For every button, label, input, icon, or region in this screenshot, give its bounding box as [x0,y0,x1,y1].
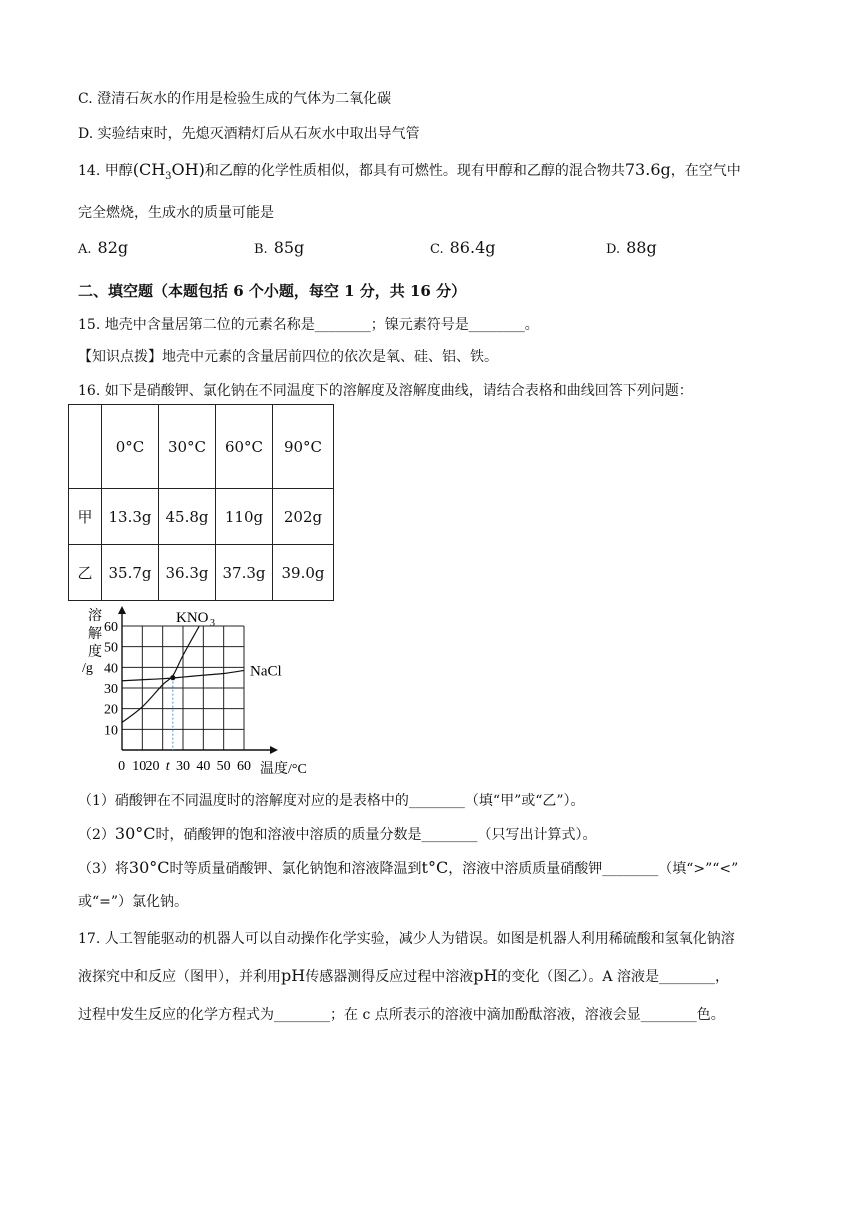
y-tick-label: 30 [104,682,118,697]
y-tick-label: 40 [104,661,118,677]
table-cell: 乙 [69,545,102,601]
table-cell: 39.0g [273,545,334,601]
table-row [69,489,334,545]
x-axis-label: 温度/°C [260,762,307,777]
q14-mid: 和乙醇的化学性质相似，都具有可燃性。现有甲醇和乙醇的混合物共 [204,163,625,179]
table-cell: 35.7g [102,545,159,601]
q17-line1: 17. 人工智能驱动的机器人可以自动操作化学实验，减少人为错误。如图是机器人利用稀硫酸和氢氧化钠溶 [78,931,735,947]
q16-intro: 16. 如下是硝酸钾、氯化钠在不同温度下的溶解度及溶解度曲线，请结合表格和曲线回答下列问题： [78,383,693,399]
x-tick-label: 40 [196,759,211,774]
y-axis-arrow [118,606,126,614]
y-tick-label: 20 [104,702,118,718]
x-tick-label: 60 [237,759,251,774]
q16-sub3-cont: 或“=”）氯化钠。 [78,894,189,910]
q14-option-d: D. 88g [606,238,657,257]
series-label-nacl: NaCl [250,663,282,680]
q17-line3: 过程中发生反应的化学方程式为________；在 c 点所表示的溶液中滴加酚酞溶液，溶液会显________色。 [78,1007,725,1023]
table-cell: 甲 [69,489,102,545]
q14-option-c: C. 86.4g [430,238,496,257]
q14-mass: 73.6g [624,160,671,179]
intersection-point [170,675,175,680]
y-axis-label: 溶 [88,609,102,624]
q15-text: 15. 地壳中含量居第二位的元素名称是________；镍元素符号是________。 [78,317,539,333]
y-tick-label: 50 [104,640,118,656]
x-tick-label: t [165,759,170,774]
y-axis-label: 度 [88,645,102,660]
table-cell: 110g [216,489,273,545]
q17-line2: 液探究中和反应（图甲），并利用pH传感器测得反应过程中溶液pH的变化（图乙）。A 溶液是________， [78,966,729,985]
table-header: 30°C [159,405,216,489]
table-cell: 37.3g [216,545,273,601]
table-row [69,545,334,601]
table-header: 90°C [273,405,334,489]
q14-lead: 14. 甲醇 [78,163,133,179]
q14-line1 [78,160,741,182]
q14-line2: 完全燃烧，生成水的质量可能是 [78,205,274,221]
q16-sub3: （3）将30°C时等质量硝酸钾、氯化钠饱和溶液降温到t°C，溶液中溶质质量硝酸钾________（填“>”“<” [78,858,739,877]
table-header: 60°C [216,405,273,489]
q14-tail: ，在空气中 [670,163,741,179]
series-label-kno3: KNO [176,610,209,626]
x-tick-label: 20 [145,759,160,774]
q15-tip: 【知识点拨】地壳中元素的含量居前四位的依次是氧、硅、铝、铁。 [78,349,498,365]
x-tick-label: 50 [216,759,231,774]
solubility-table [68,404,334,601]
x-axis-arrow [270,746,278,754]
q16-sub2: （2）30°C时，硝酸钾的饱和溶液中溶质的质量分数是________（只写出计算式）。 [78,824,597,843]
q13-option-c: C. 澄清石灰水的作用是检验生成的气体为二氧化碳 [78,91,392,107]
table-cell: 13.3g [102,489,159,545]
formula-methanol: $(CH_3OH)$ [132,160,205,183]
x-tick-label: 0 [118,759,126,774]
y-tick-label: 60 [104,620,118,635]
table-cell: 202g [273,489,334,545]
table-cell [69,405,102,489]
table-cell: 45.8g [159,489,216,545]
section-heading: 二、填空题（本题包括 6 个小题，每空 1 分，共 16 分） [78,282,467,300]
q13-option-d: D. 实验结束时，先熄灭酒精灯后从石灰水中取出导气管 [78,126,420,142]
y-tick-label: 10 [104,723,118,739]
x-tick-label: 10 [132,759,147,774]
q14-option-a: A. 82g [78,238,129,257]
series-label-kno3-sub: 3 [210,618,215,629]
y-axis-label: /g [82,661,93,676]
table-cell: 36.3g [159,545,216,601]
y-axis-label: 解 [88,627,102,642]
table-header-row [69,405,334,489]
q16-sub1: （1）硝酸钾在不同温度时的溶解度对应的是表格中的________（填“甲”或“乙”）。 [78,793,585,809]
q14-option-b: B. 85g [254,238,305,257]
series-line-kno3 [122,626,199,723]
solubility-chart [70,600,330,780]
table-header: 0°C [102,405,159,489]
x-tick-label: 30 [176,759,190,774]
